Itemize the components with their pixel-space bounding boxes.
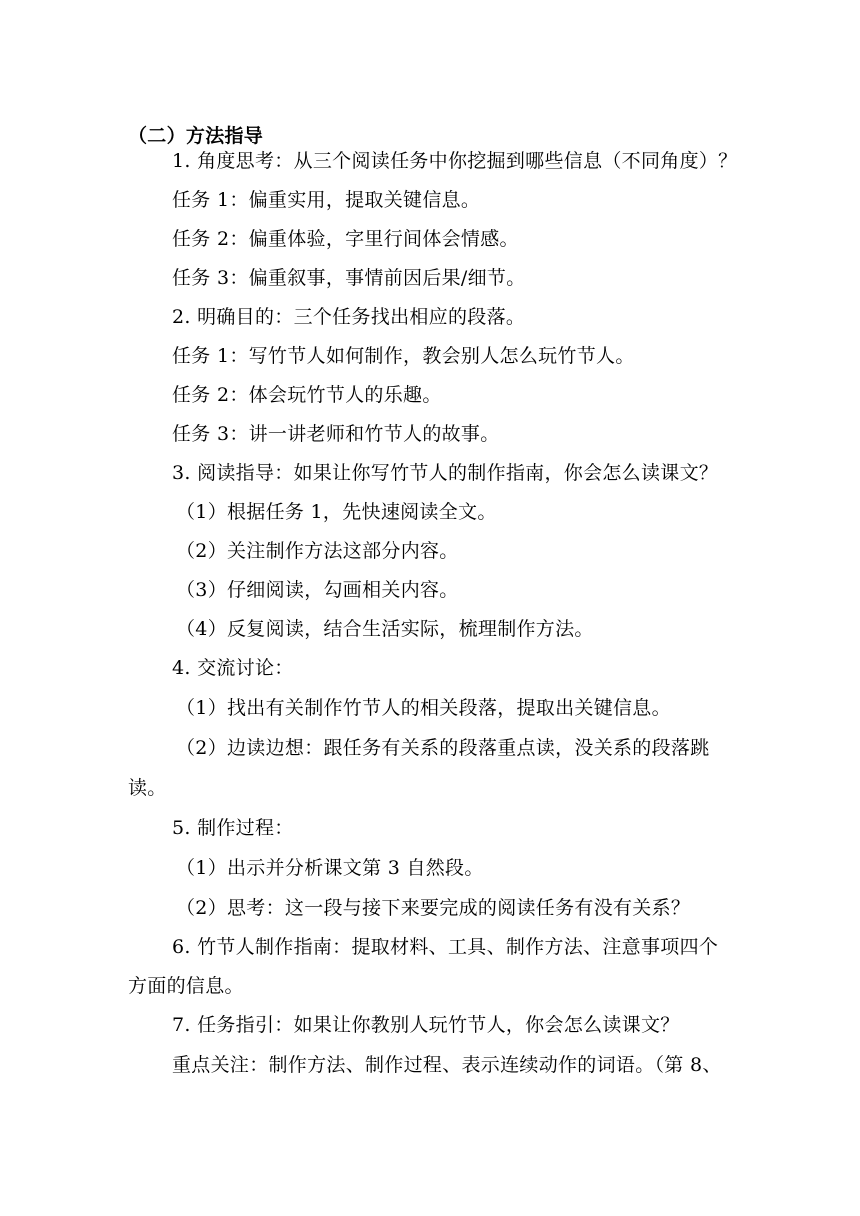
text-line: 任务 3：讲一讲老师和竹节人的故事。	[172, 423, 500, 445]
text-line: 1. 角度思考：从三个阅读任务中你挖掘到哪些信息（不同角度）？	[172, 150, 738, 172]
text-line: （1）根据任务 1，先快速阅读全文。	[176, 501, 497, 523]
text-line: 5. 制作过程：	[172, 817, 294, 839]
text-line: 任务 1：写竹节人如何制作，教会别人怎么玩竹节人。	[172, 345, 635, 367]
text-line: 3. 阅读指导：如果让你写竹节人的制作指南，你会怎么读课文？	[172, 462, 719, 484]
text-line: 任务 2：体会玩竹节人的乐趣。	[172, 384, 442, 406]
text-line: 任务 3：偏重叙事，事情前因后果/细节。	[172, 267, 526, 289]
text-line: （4）反复阅读，结合生活实际，梳理制作方法。	[176, 618, 594, 640]
text-line: （2）边读边想：跟任务有关系的段落重点读，没关系的段落跳	[176, 737, 710, 759]
text-line: 方面的信息。	[128, 975, 244, 997]
text-line: （1）找出有关制作竹节人的相关段落，提取出关键信息。	[176, 697, 671, 719]
text-line: 4. 交流讨论：	[172, 657, 294, 679]
text-line: 7. 任务指引：如果让你教别人玩竹节人，你会怎么读课文？	[172, 1014, 680, 1036]
section-heading: （二）方法指导	[128, 125, 264, 147]
text-line: 任务 1：偏重实用，提取关键信息。	[172, 189, 481, 211]
text-line: （2）关注制作方法这部分内容。	[176, 540, 459, 562]
text-line: 2. 明确目的：三个任务找出相应的段落。	[172, 306, 526, 328]
text-line: （1）出示并分析课文第 3 自然段。	[176, 857, 484, 879]
text-line: （3）仔细阅读，勾画相关内容。	[176, 579, 459, 601]
text-line: 6. 竹节人制作指南：提取材料、工具、制作方法、注意事项四个	[172, 936, 719, 958]
text-line: 重点关注：制作方法、制作过程、表示连续动作的词语。（第 8、	[172, 1054, 722, 1076]
text-line: 读。	[128, 777, 167, 799]
text-line: 任务 2：偏重体验，字里行间体会情感。	[172, 228, 519, 250]
text-line: （2）思考：这一段与接下来要完成的阅读任务有没有关系？	[176, 897, 691, 919]
